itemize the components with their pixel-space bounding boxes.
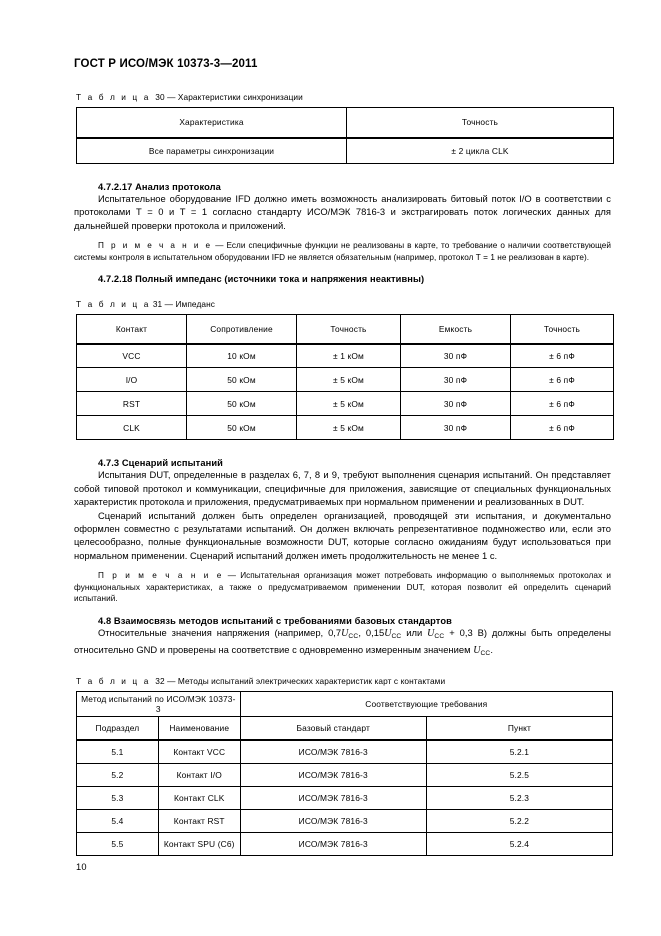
voltage-subscript: CC — [480, 650, 491, 658]
table-cell: 5.2.3 — [426, 786, 612, 809]
table-30-caption — [76, 92, 611, 102]
table-cell: Контакт I/O — [158, 763, 240, 786]
table-30-caption-label: Т а б л и ц а — [76, 92, 151, 102]
voltage-subscript: CC — [434, 633, 445, 641]
table-cell: 5.2.2 — [426, 809, 612, 832]
table-30-header-row — [77, 108, 614, 138]
table-cell: 5.1 — [77, 740, 159, 763]
table-row — [77, 763, 613, 786]
table-31-header-cell: Точность — [297, 315, 401, 344]
table-32-body — [77, 740, 613, 855]
table-cell: ± 5 кОм — [297, 416, 401, 440]
table-cell: ИСО/МЭК 7816-3 — [240, 809, 426, 832]
table-row — [77, 809, 613, 832]
table-cell: Контакт RST — [158, 809, 240, 832]
table-cell: Все параметры синхронизации — [77, 138, 347, 164]
table-31-head — [77, 315, 614, 344]
note-text: — Испытательная организация может потребовать информацию о выполняемых протоколах и функциональных характеристиках, а также о предусматриваемом применении DUT, которая позволит ей определить сценарий испытаний. — [74, 571, 611, 604]
table-32-group-header-cell: Соответствующие требования — [240, 691, 612, 716]
paragraph-4-8-part5: . — [490, 644, 494, 656]
table-cell: 5.3 — [77, 786, 159, 809]
table-row — [77, 416, 614, 440]
table-cell: RST — [77, 392, 187, 416]
paragraph-4-8 — [74, 626, 611, 661]
table-cell: 5.2 — [77, 763, 159, 786]
table-cell: 5.2.1 — [426, 740, 612, 763]
paragraph-4-8-part3: или — [401, 627, 428, 639]
table-31-caption-label: Т а б л и ц а — [76, 299, 151, 310]
paragraph-4-8-part4: + 0,3 В) должны быть определены относительно GND и проверены на соответствие с одновременно измеренным значением — [74, 627, 611, 656]
heading-4-7-2-17: 4.7.2.17 Анализ протокола — [98, 182, 221, 192]
table-31-impedance — [76, 314, 614, 440]
table-row — [77, 392, 614, 416]
voltage-symbol-ucc-2 — [384, 628, 401, 639]
paragraph-4-7-3-second: Сценарий испытаний должен быть определен организацией, проводящей эти испытания, и документально оформлен совместно с результатами испытаний. Он должен включать репрезентативное подмножество или, если это целесообразно, полные функциональные возможности DUT, которые согласно ожиданиям будут использоваться при нормальном применении. Сценарий испытаний должен иметь продолжительность не менее 1 с. — [74, 509, 611, 561]
table-31-header-cell: Емкость — [401, 315, 511, 344]
table-32-group-header-row — [77, 691, 613, 716]
table-cell: ± 2 цикла CLK — [347, 138, 614, 164]
table-cell: Контакт SPU (C6) — [158, 832, 240, 855]
note-label: П р и м е ч а н и е — [98, 241, 213, 251]
table-32-sub-header-cell: Пункт — [426, 716, 612, 740]
table-cell: 30 пФ — [401, 344, 511, 368]
table-31-header-row — [77, 315, 614, 344]
voltage-subscript: CC — [391, 633, 402, 641]
table-cell: ИСО/МЭК 7816-3 — [240, 786, 426, 809]
table-31-header-cell: Точность — [511, 315, 614, 344]
table-cell: ± 6 пФ — [511, 392, 614, 416]
table-cell: 5.2.5 — [426, 763, 612, 786]
voltage-symbol-ucc-3 — [427, 628, 444, 639]
heading-4-7-3: 4.7.3 Сценарий испытаний — [98, 458, 223, 469]
table-row — [77, 138, 614, 164]
table-31-header-cell: Сопротивление — [187, 315, 297, 344]
table-cell: ± 1 кОм — [297, 344, 401, 368]
note-text: — Если специфичные функции не реализованы в карте, то требование о наличии соответствующей системы контроля в испытательном оборудовании IFD не является обязательным (например, протокол Т = 1 не реализован в карте). — [74, 241, 611, 262]
table-31-header-cell: Контакт — [77, 315, 187, 344]
table-cell: 5.5 — [77, 832, 159, 855]
table-30-sync-characteristics — [76, 107, 614, 164]
table-row — [77, 740, 613, 763]
voltage-symbol: U — [473, 645, 481, 657]
table-cell: ИСО/МЭК 7816-3 — [240, 832, 426, 855]
paragraph-4-8-part1: Относительные значения напряжения (например, 0,7 — [98, 627, 342, 639]
table-cell: 30 пФ — [401, 368, 511, 392]
table-30-header-cell: Точность — [347, 108, 614, 138]
paragraph-4-7-3-first: Испытания DUT, определенные в разделах 6, 7, 8 и 9, требуют выполнения сценария испытаний. Он представляет собой типовой протокол и коммуникации, специфичные для приложения, зависящие от специальных функциональных характеристик протокола и приложения, предусматриваемых при нормальном применении и реализованных в DUT. — [74, 469, 611, 508]
table-cell: Контакт CLK — [158, 786, 240, 809]
table-cell: ± 6 пФ — [511, 344, 614, 368]
table-cell: 30 пФ — [401, 416, 511, 440]
table-30-body — [77, 138, 614, 164]
document-header: ГОСТ Р ИСО/МЭК 10373-3—2011 — [74, 58, 258, 70]
table-30-caption-text: 30 — Характеристики синхронизации — [155, 92, 303, 102]
table-row — [77, 368, 614, 392]
note-label: П р и м е ч а н и е — [98, 571, 224, 581]
table-32-caption — [76, 676, 611, 686]
table-30-header-cell: Характеристика — [77, 108, 347, 138]
table-cell: 30 пФ — [401, 392, 511, 416]
table-32-sub-header-row — [77, 716, 613, 740]
table-32-group-header-cell: Метод испытаний по ИСО/МЭК 10373-3 — [77, 691, 241, 716]
table-31-body — [77, 344, 614, 440]
table-32-sub-header-cell: Подраздел — [77, 716, 159, 740]
voltage-symbol-ucc-1 — [341, 628, 358, 639]
table-row — [77, 344, 614, 368]
page-number: 10 — [76, 862, 87, 872]
table-cell: ± 5 кОм — [297, 368, 401, 392]
table-32-head — [77, 691, 613, 740]
paragraph-4-7-2-17: Испытательное оборудование IFD должно иметь возможность анализировать битовый поток I/O в соответствии с протоколами Т = 0 и Т = 1 согласно стандарту ИСО/МЭК 7816-3 и экстрагировать поток логических данных для дальнейшей проверки протокола и приложений. — [74, 193, 611, 231]
table-32-caption-label: Т а б л и ц а — [76, 675, 151, 686]
table-32-caption-text: 32 — Методы испытаний электрических характеристик карт с контактами — [155, 675, 446, 686]
note-4-7-3 — [74, 570, 611, 605]
voltage-symbol-ucc-4 — [473, 645, 490, 656]
voltage-symbol: U — [427, 628, 435, 640]
table-cell: 50 кОм — [187, 392, 297, 416]
table-cell: VCC — [77, 344, 187, 368]
table-32-sub-header-cell: Наименование — [158, 716, 240, 740]
table-32-test-methods — [76, 691, 613, 856]
paragraph-4-8-part2: , 0,15 — [358, 627, 385, 639]
table-cell: 50 кОм — [187, 368, 297, 392]
table-cell: Контакт VCC — [158, 740, 240, 763]
table-30-head — [77, 108, 614, 138]
heading-4-7-2-18: 4.7.2.18 Полный импеданс (источники тока и напряжения неактивны) — [98, 274, 425, 285]
page-content — [74, 58, 611, 856]
table-row — [77, 786, 613, 809]
table-cell: 5.2.4 — [426, 832, 612, 855]
table-cell: CLK — [77, 416, 187, 440]
table-cell: ИСО/МЭК 7816-3 — [240, 740, 426, 763]
table-cell: I/O — [77, 368, 187, 392]
table-cell: ИСО/МЭК 7816-3 — [240, 763, 426, 786]
table-32-sub-header-cell: Базовый стандарт — [240, 716, 426, 740]
table-cell: 50 кОм — [187, 416, 297, 440]
note-4-7-2-17 — [74, 240, 611, 263]
table-row — [77, 832, 613, 855]
table-cell: ± 6 пФ — [511, 368, 614, 392]
table-cell: 5.4 — [77, 809, 159, 832]
voltage-symbol: U — [341, 628, 349, 640]
table-31-caption — [76, 299, 611, 309]
table-cell: ± 5 кОм — [297, 392, 401, 416]
heading-4-8: 4.8 Взаимосвязь методов испытаний с требованиями базовых стандартов — [98, 616, 452, 627]
table-cell: ± 6 пФ — [511, 416, 614, 440]
voltage-symbol: U — [384, 628, 392, 640]
table-cell: 10 кОм — [187, 344, 297, 368]
voltage-subscript: CC — [348, 633, 359, 641]
table-31-caption-text: 31 — Импеданс — [152, 299, 216, 310]
